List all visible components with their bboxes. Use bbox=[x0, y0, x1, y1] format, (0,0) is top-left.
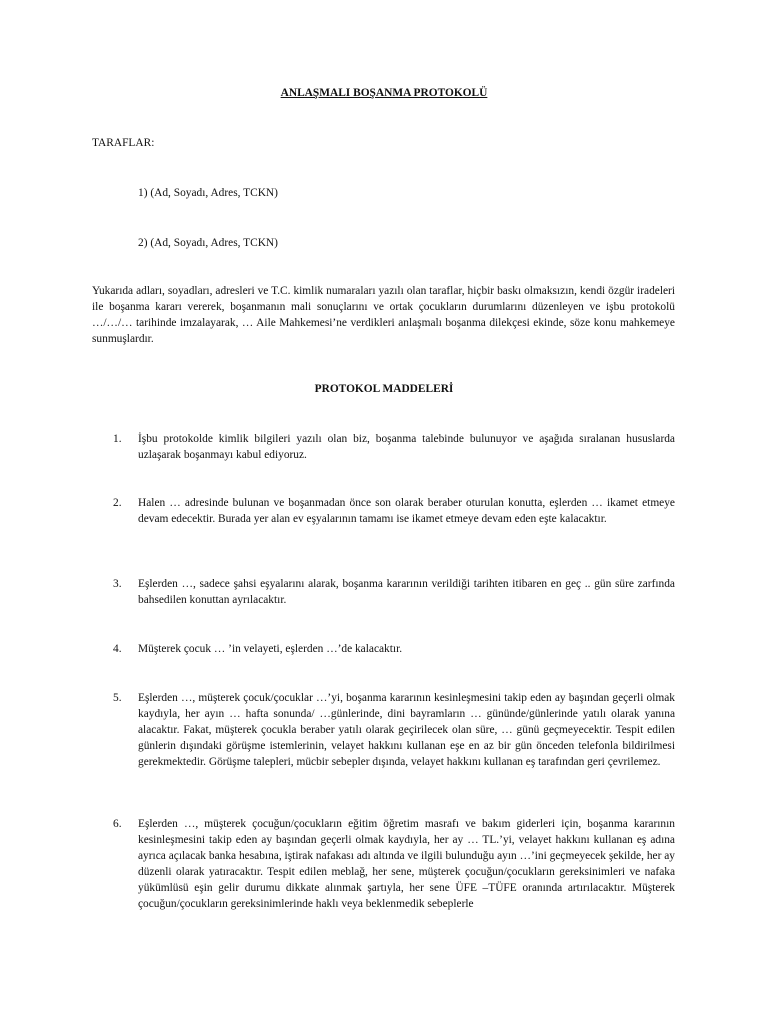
item-text: Eşlerden …, müşterek çocuk/çocuklar …’yi, boşanma kararının kesinleşmesini takip eden ay başından geçerli olmak kaydıyla, her ayın … hafta sonunda/ …günlerinde, dini bayramların … gününde/günlerinde yatılı olarak yanına alacaktır. Fakat, müşterek çocukla beraber yatılı olarak geçirilecek olan süre, … günü geçmeyecektir. Tespit edilen günlerin dışındaki görüşme istemlerinin, velayet hakkını kullanan eşe en az bir gün önceden telefonla bildirilmesi gerekmektedir. Görüşme talepleri, mücbir sebepler dışında, velayet hakkını kullanan eş tarafından geri çevrilemez. bbox=[138, 692, 675, 768]
document-title: ANLAŞMALI BOŞANMA PROTOKOLÜ bbox=[280, 87, 488, 99]
item-number: 6. bbox=[113, 818, 122, 830]
item-text: Eşlerden …, sadece şahsi eşyalarını alarak, boşanma kararının verildiği tarihten itibaren en geç .. gün süre zarfında bahsedilen konuttan ayrılacaktır. bbox=[138, 578, 675, 606]
party-2: 2) (Ad, Soyadı, Adres, TCKN) bbox=[138, 237, 278, 249]
parties-label: TARAFLAR: bbox=[92, 137, 155, 149]
item-text: Müşterek çocuk … ’in velayeti, eşlerden …’de kalacaktır. bbox=[138, 643, 403, 655]
item-number: 1. bbox=[113, 433, 122, 445]
protocol-item bbox=[92, 576, 675, 608]
item-number: 4. bbox=[113, 643, 122, 655]
section-title: PROTOKOL MADDELERİ bbox=[314, 383, 454, 395]
protocol-item bbox=[92, 690, 675, 770]
item-number: 5. bbox=[113, 692, 122, 704]
protocol-item bbox=[92, 641, 675, 657]
item-text: İşbu protokolde kimlik bilgileri yazılı olan biz, boşanma talebinde bulunuyor ve aşağıda sıralanan hususlarda uzlaşarak boşanmayı kabul ediyoruz. bbox=[138, 433, 675, 461]
protocol-item bbox=[92, 495, 675, 527]
intro-paragraph: Yukarıda adları, soyadları, adresleri ve T.C. kimlik numaraları yazılı olan taraflar, hiçbir baskı olmaksızın, kendi özgür iradeleri ile boşanma kararı vererek, boşanmanın mali sonuçlarını ve ortak çocukların durumlarını düzenleyen ve işbu protokolü …/…/… tarihinde imzalayarak, … Aile Mahkemesi’ne verdikleri anlaşmalı boşanma dilekçesi ekinde, söze konu mahkemeye sunmuşlardır. bbox=[92, 285, 675, 345]
protocol-item bbox=[92, 816, 675, 912]
protocol-item bbox=[92, 431, 675, 463]
item-number: 3. bbox=[113, 578, 122, 590]
party-1: 1) (Ad, Soyadı, Adres, TCKN) bbox=[138, 187, 278, 199]
item-text: Halen … adresinde bulunan ve boşanmadan önce son olarak beraber oturulan konutta, eşlerden … ikamet etmeye devam edecektir. Burada yer alan ev eşyalarının tamamı ise ikamet etmeye devam eden eşte kalacaktır. bbox=[138, 497, 675, 525]
item-text: Eşlerden …, müşterek çocuğun/çocukların eğitim öğretim masrafı ve bakım giderleri için, boşanma kararının kesinleşmesini takip eden ay başından geçerli olmak kaydıyla, her ay … TL.’yi, velayet hakkını kullanan eş adına ayrıca açılacak banka hesabına, iştirak nafakası adı altında ve ilgili bulunduğu ayın …’ini geçmeyecek şekilde, her ay düzenli olarak yatıracaktır. Tespit edilen meblağ, her sene, müşterek çocuğun/çocukların gereksinimleri ve nafaka yükümlüsü eşin gelir durumu dikkate alınmak şartıyla, her sene ÜFE –TÜFE oranında artırılacaktır. Müşterek çocuğun/çocukların gereksinimlerinde haklı veya beklenmedik sebeplerle bbox=[138, 818, 675, 910]
item-number: 2. bbox=[113, 497, 122, 509]
